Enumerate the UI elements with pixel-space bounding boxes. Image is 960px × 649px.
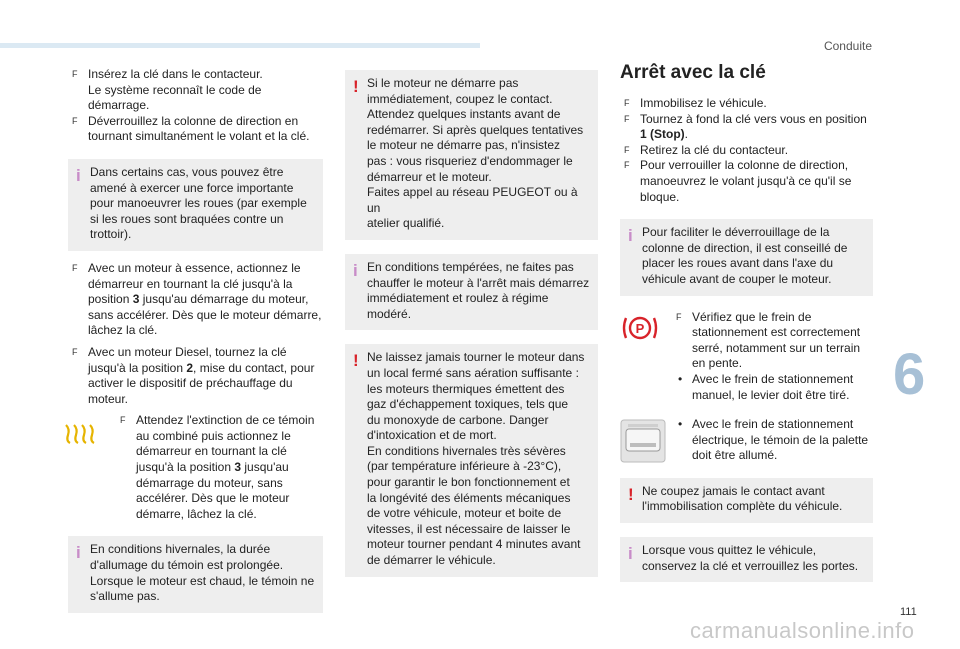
- text-line: trottoir).: [90, 227, 132, 242]
- text-line: de démarrer le véhicule.: [367, 553, 496, 568]
- text-line: tournant simultanément le volant et la clé.: [88, 129, 310, 144]
- text-line: Le système reconnaît le code de: [88, 82, 262, 97]
- arrow-bullet-icon: F: [120, 415, 126, 426]
- step-check-brake: F Vérifiez que le frein de stationnement est correctement serré, notamment sur un terrain en pente.: [676, 309, 861, 371]
- text-line: En conditions hivernales, la durée: [90, 542, 271, 557]
- text-line: Lorsque vous quittez le véhicule,: [642, 543, 817, 558]
- info-icon: i: [76, 543, 81, 563]
- warning-icon: !: [353, 77, 359, 96]
- page-number: 111: [900, 606, 917, 618]
- text-line: Insérez la clé dans le contacteur.: [88, 67, 263, 81]
- column-2: [345, 70, 598, 577]
- warning-icon: !: [353, 351, 359, 371]
- text-line: placer les roues avant dans l'axe du: [642, 256, 834, 271]
- info-note-force: [68, 159, 323, 251]
- text-line: colonne de direction, il est conseillé de: [642, 240, 848, 255]
- step-remove-key: F Retirez la clé du contacteur.: [624, 142, 789, 157]
- info-icon: i: [76, 165, 81, 185]
- info-note-winter: [68, 536, 323, 612]
- text-line: pas : vous risqueriez d'endommager le: [367, 153, 573, 168]
- note-electric-brake: • Avec le frein de stationnement électrique, le témoin de la palette doit être allumé.: [678, 417, 869, 463]
- step-insert-key: [68, 67, 323, 114]
- arrow-bullet-icon: F: [624, 113, 630, 124]
- step-lock-column: F Pour verrouiller la colonne de direction, manoeuvrez le volant jusqu'à ce qu'il se bloque.: [624, 158, 852, 204]
- info-icon: i: [353, 260, 358, 280]
- arrow-bullet-icon: F: [624, 160, 630, 171]
- svg-text:P: P: [635, 320, 645, 336]
- arrow-bullet-icon: F: [624, 144, 630, 155]
- text-line: modéré.: [367, 306, 412, 321]
- text-line: Lorsque le moteur est chaud, le témoin ne: [90, 573, 315, 588]
- text-line: Déverrouillez la colonne de direction en: [88, 113, 299, 128]
- arrow-bullet-icon: F: [72, 262, 78, 273]
- info-note-unlock: [620, 219, 873, 295]
- text-line: immédiatement, coupez le contact.: [367, 91, 553, 106]
- text-line: redémarrer. Si après quelques tentatives: [367, 122, 584, 137]
- text-line: pour manoeuvrer les roues (par exemple: [90, 196, 307, 211]
- glow-plug-warning-icon: [62, 423, 102, 445]
- text-line: atelier qualifié.: [367, 216, 445, 231]
- electric-parking-brake-switch-icon: [620, 419, 666, 463]
- text-line: En conditions hivernales très sévères: [367, 443, 566, 458]
- text-line: Si le moteur ne démarre pas: [367, 76, 519, 90]
- info-icon: i: [628, 226, 633, 246]
- text-line: l'immobilisation complète du véhicule.: [642, 499, 843, 514]
- warning-note-not-start: [345, 70, 598, 240]
- text-line: (par température inférieure à -23°C),: [367, 459, 562, 474]
- parking-brake-instruction: [620, 310, 873, 404]
- text-line: Dans certains cas, vous pouvez être: [90, 164, 284, 179]
- text-line: démarreur et le moteur.: [367, 169, 492, 184]
- glow-plug-instruction: [68, 413, 323, 522]
- arrow-bullet-icon: F: [72, 69, 78, 79]
- text-line: chauffer le moteur à l'arrêt mais démarrez: [367, 275, 590, 290]
- text-line: Faites appel au réseau PEUGEOT ou à un: [367, 185, 578, 215]
- step-turn-key: F Tournez à fond la clé vers vous en position 1 (Stop).: [624, 111, 867, 142]
- text-line: Pour faciliter le déverrouillage de la: [642, 225, 830, 240]
- text-line: Ne laissez jamais tourner le moteur dans: [367, 350, 585, 365]
- text-line: Ne coupez jamais le contact avant: [642, 483, 825, 498]
- text-line: s'allume pas.: [90, 589, 160, 604]
- arrow-bullet-icon: F: [72, 115, 78, 126]
- note-manual-brake: • Avec le frein de stationnement manuel, le levier doit être tiré.: [678, 371, 854, 402]
- info-note-temperate: [345, 254, 598, 330]
- step-diesel-engine: F Avec un moteur Diesel, tournez la clé jusqu'à la position 2, mise du contact, pour activer le dispositif de préchauffage du moteur.: [72, 344, 315, 406]
- chapter-number: 6: [893, 342, 926, 407]
- warning-note-ignition: [620, 478, 873, 523]
- text-line: les moteurs thermiques émettent des: [367, 381, 565, 396]
- text-line: vitesses, il est nécessaire de laisser le: [367, 521, 571, 536]
- warning-note-closed-room: [345, 344, 598, 576]
- electric-brake-instruction: [620, 417, 873, 464]
- column-1: [68, 67, 323, 613]
- section-title: Conduite: [823, 39, 872, 53]
- text-line: du monoxyde de carbone. Danger: [367, 412, 549, 427]
- text-line: gaz d'échappement toxiques, tels que: [367, 397, 569, 412]
- text-line: la longévité des éléments mécaniques: [367, 490, 571, 505]
- text-line: pour garantir le bon fonctionnement et: [367, 475, 570, 490]
- section-heading: Arrêt avec la clé: [620, 62, 766, 83]
- text-line: amené à exercer une force importante: [90, 180, 294, 195]
- text-line: si les roues sont braquées contre un: [90, 211, 284, 226]
- watermark: carmanualsonline.info: [690, 618, 915, 643]
- step-unlock-column: [68, 114, 323, 145]
- text-line: En conditions tempérées, ne faites pas: [367, 259, 574, 274]
- header-bar: [0, 43, 480, 48]
- text-line: moteur tourner pendant 4 minutes avant: [367, 537, 581, 552]
- text-line: d'allumage du témoin est prolongée.: [90, 558, 284, 573]
- arrow-bullet-icon: F: [624, 98, 630, 108]
- arrow-bullet-icon: F: [72, 346, 78, 357]
- parking-brake-warning-icon: [620, 312, 660, 344]
- warning-icon: !: [628, 484, 634, 504]
- step-petrol-engine: F Avec un moteur à essence, actionnez le démarreur en tournant la clé jusqu'à la position 3 jusqu'au démarrage du moteur, sans accélérer. Dès que le moteur démarre, lâchez la clé.: [72, 260, 322, 338]
- arrow-bullet-icon: F: [676, 311, 682, 322]
- text-line: d'intoxication et de mort.: [367, 428, 497, 443]
- text-line: Attendez quelques instants avant de: [367, 107, 561, 122]
- text-line: le moteur ne démarre pas, n'insistez: [367, 138, 561, 153]
- text-line: véhicule avant de couper le moteur.: [642, 271, 832, 286]
- text-line: un local fermé sans aération suffisante :: [367, 365, 579, 380]
- info-note-leave: [620, 537, 873, 582]
- info-icon: i: [628, 544, 633, 564]
- text-line: conservez la clé et verrouillez les portes.: [642, 558, 859, 573]
- step-immobilise: F Immobilisez le véhicule.: [624, 96, 767, 110]
- column-3: [620, 62, 873, 582]
- text-line: démarrage.: [88, 98, 150, 113]
- text-line: immédiatement et roulez à régime: [367, 291, 549, 306]
- step-wait-glow: F Attendez l'extinction de ce témoin au combiné puis actionnez le démarreur en tournant la clé jusqu'à la position 3 jusqu'au démarrage du moteur, sans accélérer. Dès que le moteur démarre, lâchez la clé.: [120, 413, 315, 521]
- text-line: de votre véhicule, moteur et boite de: [367, 506, 562, 521]
